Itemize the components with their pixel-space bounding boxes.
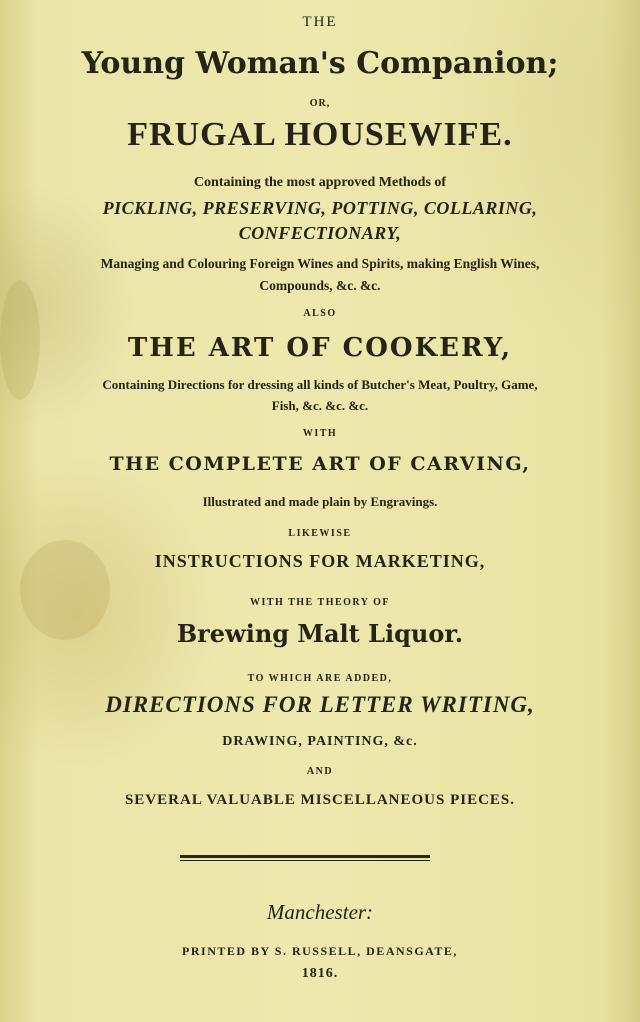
methods-line-1: PICKLING, PRESERVING, POTTING, COLLARING, — [102, 198, 538, 218]
divider-rule-thin — [180, 860, 430, 861]
subtitle: FRUGAL HOUSEWIFE. — [127, 116, 513, 153]
brewing-heading: Brewing Malt Liquor. — [176, 619, 464, 648]
cookery-heading: THE ART OF COOKERY, — [127, 333, 513, 363]
miscellaneous-line: SEVERAL VALUABLE MISCELLANEOUS PIECES. — [124, 792, 516, 808]
likewise-label: LIKEWISE — [288, 528, 352, 539]
directions-line-1: Containing Directions for dressing all kinds of Butcher's Meat, Poultry, Game, — [102, 377, 538, 392]
with-label: WITH — [302, 428, 338, 439]
methods-line-2: CONFECTIONARY, — [238, 223, 402, 243]
wines-line-2: Compounds, &c. &c. — [259, 278, 381, 293]
containing-line: Containing the most approved Methods of — [193, 175, 447, 190]
place-line: Manchester: — [266, 900, 374, 924]
added-label: TO WHICH ARE ADDED, — [247, 673, 393, 684]
wines-line-1: Managing and Colouring Foreign Wines and Spirits, making English Wines, — [100, 256, 540, 271]
theory-label: WITH THE THEORY OF — [249, 597, 391, 608]
main-title: Young Woman's Companion; — [81, 46, 559, 81]
drawing-line: DRAWING, PAINTING, &c. — [222, 734, 418, 749]
also-label: ALSO — [303, 308, 337, 319]
letter-writing-heading: DIRECTIONS FOR LETTER WRITING, — [105, 692, 535, 717]
directions-line-2: Fish, &c. &c. &c. — [271, 398, 369, 413]
year-line: 1816. — [301, 966, 339, 981]
printer-line: PRINTED BY S. RUSSELL, DEANSGATE, — [182, 944, 458, 958]
title-or: OR, — [309, 98, 331, 109]
divider-rule-thick — [180, 855, 430, 858]
illustrated-line: Illustrated and made plain by Engravings. — [202, 494, 438, 509]
and-label: AND — [306, 766, 334, 777]
marketing-heading: INSTRUCTIONS FOR MARKETING, — [154, 551, 486, 571]
carving-heading: THE COMPLETE ART OF CARVING, — [109, 453, 531, 475]
title-the: THE — [302, 14, 338, 30]
